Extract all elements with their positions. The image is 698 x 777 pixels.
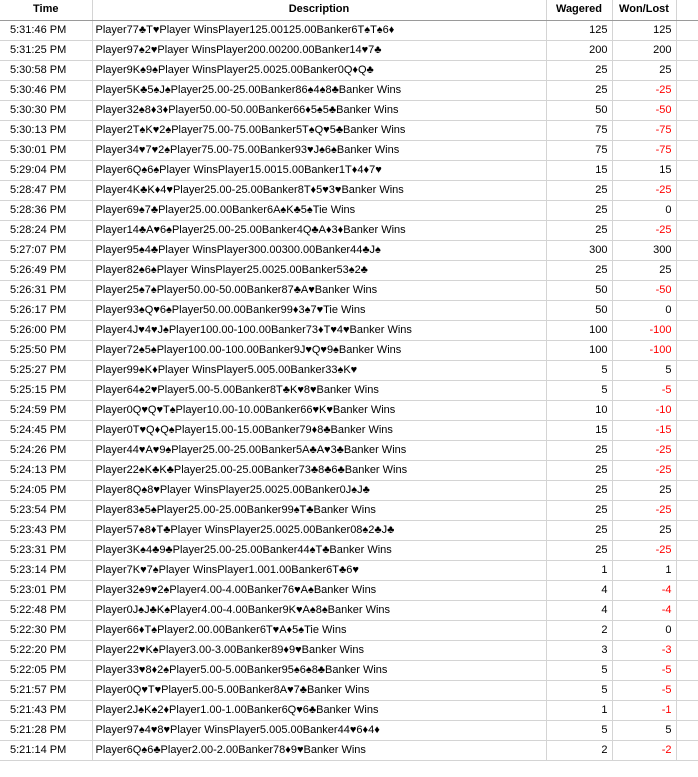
cell-wagered[interactable]: 5 — [546, 720, 612, 740]
cell-time[interactable]: 5:26:17 PM — [0, 300, 92, 320]
cell-description[interactable]: Player4K♣K♦4♥Player25.00-25.00Banker8T♦5♥3♥Banker Wins — [92, 180, 546, 200]
cell-description[interactable]: Player4J♥4♥J♠Player100.00-100.00Banker73♦T♥4♥Banker Wins — [92, 320, 546, 340]
cell-empty[interactable] — [676, 700, 698, 720]
cell-wagered[interactable]: 2 — [546, 620, 612, 640]
table-row — [0, 300, 698, 320]
cell-wagered[interactable]: 5 — [546, 660, 612, 680]
cell-time[interactable]: 5:22:30 PM — [0, 620, 92, 640]
cell-wagered[interactable]: 15 — [546, 160, 612, 180]
cell-won-lost[interactable]: -5 — [612, 380, 676, 400]
cell-wagered[interactable]: 50 — [546, 100, 612, 120]
cell-description[interactable]: Player33♥8♦2♠Player5.00-5.00Banker95♠6♠8♣Banker Wins — [92, 660, 546, 680]
table-row — [0, 460, 698, 480]
cell-wagered[interactable]: 25 — [546, 180, 612, 200]
header-time[interactable]: Time — [0, 0, 92, 20]
cell-time[interactable]: 5:21:28 PM — [0, 720, 92, 740]
table-row — [0, 520, 698, 540]
cell-time[interactable]: 5:31:46 PM — [0, 20, 92, 40]
cell-description[interactable]: Player6Q♠6♠Player WinsPlayer15.0015.00Banker1T♦4♦7♥ — [92, 160, 546, 180]
cell-won-lost[interactable]: 5 — [612, 720, 676, 740]
cell-time[interactable]: 5:23:31 PM — [0, 540, 92, 560]
cell-time[interactable]: 5:29:04 PM — [0, 160, 92, 180]
cell-wagered[interactable]: 1 — [546, 700, 612, 720]
table-row — [0, 320, 698, 340]
cell-empty[interactable] — [676, 100, 698, 120]
cell-time[interactable]: 5:28:24 PM — [0, 220, 92, 240]
table-row — [0, 560, 698, 580]
cell-description[interactable]: Player72♠5♠Player100.00-100.00Banker9J♥Q♥9♠Banker Wins — [92, 340, 546, 360]
cell-empty[interactable] — [676, 600, 698, 620]
cell-empty[interactable] — [676, 140, 698, 160]
header-description[interactable]: Description — [92, 0, 546, 20]
cell-empty[interactable] — [676, 80, 698, 100]
cell-won-lost[interactable]: -1 — [612, 700, 676, 720]
table-row — [0, 400, 698, 420]
cell-time[interactable]: 5:23:14 PM — [0, 560, 92, 580]
cell-won-lost[interactable]: -50 — [612, 100, 676, 120]
cell-empty[interactable] — [676, 500, 698, 520]
cell-wagered[interactable]: 50 — [546, 280, 612, 300]
cell-won-lost[interactable]: 125 — [612, 20, 676, 40]
cell-description[interactable]: Player6Q♠6♣Player2.00-2.00Banker78♦9♥Banker Wins — [92, 740, 546, 760]
cell-time[interactable]: 5:22:05 PM — [0, 660, 92, 680]
table-row — [0, 160, 698, 180]
cell-time[interactable]: 5:23:43 PM — [0, 520, 92, 540]
table-row — [0, 280, 698, 300]
cell-time[interactable]: 5:24:26 PM — [0, 440, 92, 460]
cell-wagered[interactable]: 25 — [546, 480, 612, 500]
cell-won-lost[interactable]: -15 — [612, 420, 676, 440]
cell-description[interactable]: Player9K♠9♠Player WinsPlayer25.0025.00Banker0Q♦Q♣ — [92, 60, 546, 80]
cell-empty[interactable] — [676, 720, 698, 740]
cell-won-lost[interactable]: -25 — [612, 540, 676, 560]
cell-won-lost[interactable]: -5 — [612, 660, 676, 680]
cell-time[interactable]: 5:26:00 PM — [0, 320, 92, 340]
table-row — [0, 500, 698, 520]
cell-empty[interactable] — [676, 180, 698, 200]
cell-won-lost[interactable]: -10 — [612, 400, 676, 420]
cell-time[interactable]: 5:25:50 PM — [0, 340, 92, 360]
cell-time[interactable]: 5:25:27 PM — [0, 360, 92, 380]
cell-wagered[interactable]: 25 — [546, 520, 612, 540]
cell-empty[interactable] — [676, 520, 698, 540]
cell-empty[interactable] — [676, 420, 698, 440]
table-row — [0, 580, 698, 600]
cell-time[interactable]: 5:25:15 PM — [0, 380, 92, 400]
cell-description[interactable]: Player2T♠K♥2♠Player75.00-75.00Banker5T♠Q♥5♣Banker Wins — [92, 120, 546, 140]
cell-won-lost[interactable]: 25 — [612, 60, 676, 80]
table-row — [0, 20, 698, 40]
cell-time[interactable]: 5:30:30 PM — [0, 100, 92, 120]
cell-time[interactable]: 5:21:14 PM — [0, 740, 92, 760]
table-row — [0, 360, 698, 380]
cell-description[interactable]: Player2J♠K♠2♦Player1.00-1.00Banker6Q♥6♣Banker Wins — [92, 700, 546, 720]
cell-empty[interactable] — [676, 360, 698, 380]
cell-description[interactable]: Player44♥A♥9♠Player25.00-25.00Banker5A♣A♥3♣Banker Wins — [92, 440, 546, 460]
cell-wagered[interactable]: 10 — [546, 400, 612, 420]
cell-empty[interactable] — [676, 300, 698, 320]
table-row — [0, 620, 698, 640]
cell-time[interactable]: 5:27:07 PM — [0, 240, 92, 260]
table-row — [0, 220, 698, 240]
cell-empty[interactable] — [676, 400, 698, 420]
cell-won-lost[interactable]: 1 — [612, 560, 676, 580]
header-row — [0, 0, 698, 20]
cell-description[interactable]: Player66♦T♠Player2.00.00Banker6T♥A♦5♠Tie Wins — [92, 620, 546, 640]
table-row — [0, 60, 698, 80]
cell-won-lost[interactable]: 0 — [612, 620, 676, 640]
table-row — [0, 260, 698, 280]
table-body — [0, 20, 698, 760]
cell-description[interactable]: Player95♠4♣Player WinsPlayer300.00300.00Banker44♣J♠ — [92, 240, 546, 260]
cell-empty[interactable] — [676, 580, 698, 600]
cell-wagered[interactable]: 25 — [546, 220, 612, 240]
cell-wagered[interactable]: 5 — [546, 360, 612, 380]
cell-empty[interactable] — [676, 120, 698, 140]
cell-description[interactable]: Player22♥K♠Player3.00-3.00Banker89♦9♥Banker Wins — [92, 640, 546, 660]
cell-won-lost[interactable]: -4 — [612, 600, 676, 620]
cell-empty[interactable] — [676, 380, 698, 400]
cell-won-lost[interactable]: -25 — [612, 460, 676, 480]
cell-won-lost[interactable]: -75 — [612, 120, 676, 140]
cell-wagered[interactable]: 100 — [546, 340, 612, 360]
cell-empty[interactable] — [676, 620, 698, 640]
cell-description[interactable]: Player77♣T♥Player WinsPlayer125.00125.00Banker6T♠T♠6♦ — [92, 20, 546, 40]
cell-won-lost[interactable]: 25 — [612, 480, 676, 500]
cell-wagered[interactable]: 25 — [546, 80, 612, 100]
cell-description[interactable]: Player0T♥Q♦Q♠Player15.00-15.00Banker79♦8♣Banker Wins — [92, 420, 546, 440]
cell-won-lost[interactable]: 0 — [612, 300, 676, 320]
header-empty-cell[interactable] — [676, 0, 698, 20]
cell-wagered[interactable]: 200 — [546, 40, 612, 60]
table-row — [0, 240, 698, 260]
cell-won-lost[interactable]: 200 — [612, 40, 676, 60]
cell-description[interactable]: Player25♠7♠Player50.00-50.00Banker87♣A♥Banker Wins — [92, 280, 546, 300]
cell-description[interactable]: Player32♠9♥2♠Player4.00-4.00Banker76♥A♠Banker Wins — [92, 580, 546, 600]
cell-empty[interactable] — [676, 260, 698, 280]
cell-won-lost[interactable]: -50 — [612, 280, 676, 300]
cell-description[interactable]: Player0Q♥Q♥T♠Player10.00-10.00Banker66♥K♥Banker Wins — [92, 400, 546, 420]
cell-empty[interactable] — [676, 740, 698, 760]
cell-description[interactable]: Player14♣A♥6♠Player25.00-25.00Banker4Q♣A♦3♦Banker Wins — [92, 220, 546, 240]
cell-time[interactable]: 5:21:57 PM — [0, 680, 92, 700]
cell-wagered[interactable]: 4 — [546, 580, 612, 600]
table-row — [0, 540, 698, 560]
cell-wagered[interactable]: 25 — [546, 460, 612, 480]
cell-empty[interactable] — [676, 240, 698, 260]
cell-wagered[interactable]: 75 — [546, 140, 612, 160]
cell-wagered[interactable]: 5 — [546, 680, 612, 700]
cell-wagered[interactable]: 125 — [546, 20, 612, 40]
cell-wagered[interactable]: 25 — [546, 200, 612, 220]
table-row — [0, 600, 698, 620]
table-row — [0, 200, 698, 220]
cell-won-lost[interactable]: 25 — [612, 520, 676, 540]
cell-won-lost[interactable]: -25 — [612, 440, 676, 460]
header-wagered[interactable]: Wagered — [546, 0, 612, 20]
cell-time[interactable]: 5:30:13 PM — [0, 120, 92, 140]
cell-won-lost[interactable]: -3 — [612, 640, 676, 660]
cell-description[interactable]: Player57♠8♦T♣Player WinsPlayer25.0025.00Banker08♠2♣J♣ — [92, 520, 546, 540]
cell-wagered[interactable]: 2 — [546, 740, 612, 760]
cell-empty[interactable] — [676, 560, 698, 580]
cell-empty[interactable] — [676, 340, 698, 360]
table-row — [0, 420, 698, 440]
cell-won-lost[interactable]: -5 — [612, 680, 676, 700]
cell-won-lost[interactable]: -4 — [612, 580, 676, 600]
table-row — [0, 340, 698, 360]
cell-won-lost[interactable]: -75 — [612, 140, 676, 160]
cell-wagered[interactable]: 1 — [546, 560, 612, 580]
cell-empty[interactable] — [676, 440, 698, 460]
header-won-lost[interactable]: Won/Lost — [612, 0, 676, 20]
cell-wagered[interactable]: 100 — [546, 320, 612, 340]
cell-wagered[interactable]: 25 — [546, 540, 612, 560]
cell-wagered[interactable]: 25 — [546, 500, 612, 520]
table-row — [0, 660, 698, 680]
cell-wagered[interactable]: 25 — [546, 60, 612, 80]
table-row — [0, 740, 698, 760]
cell-description[interactable]: Player69♠7♣Player25.00.00Banker6A♠K♣5♠Tie Wins — [92, 200, 546, 220]
table-row — [0, 140, 698, 160]
cell-time[interactable]: 5:30:01 PM — [0, 140, 92, 160]
cell-description[interactable]: Player97♠2♥Player WinsPlayer200.00200.00Banker14♥7♣ — [92, 40, 546, 60]
cell-time[interactable]: 5:24:13 PM — [0, 460, 92, 480]
cell-won-lost[interactable]: -2 — [612, 740, 676, 760]
cell-description[interactable]: Player97♠4♥8♥Player WinsPlayer5.005.00Banker44♥6♦4♦ — [92, 720, 546, 740]
cell-won-lost[interactable]: -25 — [612, 220, 676, 240]
cell-wagered[interactable]: 25 — [546, 260, 612, 280]
cell-won-lost[interactable]: 5 — [612, 360, 676, 380]
cell-description[interactable]: Player5K♣5♠J♠Player25.00-25.00Banker86♠4♠8♣Banker Wins — [92, 80, 546, 100]
table-row — [0, 100, 698, 120]
cell-time[interactable]: 5:28:47 PM — [0, 180, 92, 200]
cell-description[interactable]: Player0Q♥T♥Player5.00-5.00Banker8A♥7♣Banker Wins — [92, 680, 546, 700]
table-row — [0, 640, 698, 660]
cell-won-lost[interactable]: -25 — [612, 80, 676, 100]
cell-won-lost[interactable]: 0 — [612, 200, 676, 220]
cell-empty[interactable] — [676, 680, 698, 700]
cell-empty[interactable] — [676, 540, 698, 560]
cell-empty[interactable] — [676, 320, 698, 340]
cell-empty[interactable] — [676, 660, 698, 680]
cell-wagered[interactable]: 15 — [546, 420, 612, 440]
cell-description[interactable]: Player0J♠J♣K♠Player4.00-4.00Banker9K♥A♠8♠Banker Wins — [92, 600, 546, 620]
cell-time[interactable]: 5:28:36 PM — [0, 200, 92, 220]
cell-time[interactable]: 5:22:20 PM — [0, 640, 92, 660]
cell-time[interactable]: 5:26:31 PM — [0, 280, 92, 300]
table-row — [0, 440, 698, 460]
cell-won-lost[interactable]: 300 — [612, 240, 676, 260]
cell-empty[interactable] — [676, 60, 698, 80]
table-row — [0, 720, 698, 740]
cell-description[interactable]: Player3K♠4♣9♣Player25.00-25.00Banker44♠T♣Banker Wins — [92, 540, 546, 560]
cell-time[interactable]: 5:21:43 PM — [0, 700, 92, 720]
cell-won-lost[interactable]: -25 — [612, 180, 676, 200]
cell-wagered[interactable]: 75 — [546, 120, 612, 140]
cell-time[interactable]: 5:24:05 PM — [0, 480, 92, 500]
table-row — [0, 380, 698, 400]
table-row — [0, 120, 698, 140]
cell-time[interactable]: 5:30:58 PM — [0, 60, 92, 80]
cell-wagered[interactable]: 3 — [546, 640, 612, 660]
cell-time[interactable]: 5:30:46 PM — [0, 80, 92, 100]
cell-empty[interactable] — [676, 640, 698, 660]
cell-empty[interactable] — [676, 40, 698, 60]
cell-empty[interactable] — [676, 160, 698, 180]
cell-description[interactable]: Player22♠K♣K♣Player25.00-25.00Banker73♣8♣6♣Banker Wins — [92, 460, 546, 480]
cell-won-lost[interactable]: 25 — [612, 260, 676, 280]
cell-wagered[interactable]: 25 — [546, 440, 612, 460]
cell-description[interactable]: Player82♠6♠Player WinsPlayer25.0025.00Banker53♠2♣ — [92, 260, 546, 280]
cell-won-lost[interactable]: -100 — [612, 320, 676, 340]
table-row — [0, 180, 698, 200]
cell-empty[interactable] — [676, 20, 698, 40]
cell-empty[interactable] — [676, 460, 698, 480]
table-row — [0, 700, 698, 720]
cell-time[interactable]: 5:24:45 PM — [0, 420, 92, 440]
cell-description[interactable]: Player99♠K♦Player WinsPlayer5.005.00Banker33♠K♥ — [92, 360, 546, 380]
cell-time[interactable]: 5:23:54 PM — [0, 500, 92, 520]
table-row — [0, 480, 698, 500]
cell-won-lost[interactable]: -25 — [612, 500, 676, 520]
cell-empty[interactable] — [676, 480, 698, 500]
cell-time[interactable]: 5:24:59 PM — [0, 400, 92, 420]
cell-empty[interactable] — [676, 200, 698, 220]
cell-time[interactable]: 5:22:48 PM — [0, 600, 92, 620]
cell-description[interactable]: Player64♠2♥Player5.00-5.00Banker8T♣K♥8♥Banker Wins — [92, 380, 546, 400]
cell-wagered[interactable]: 300 — [546, 240, 612, 260]
table-row — [0, 40, 698, 60]
cell-description[interactable]: Player83♠5♠Player25.00-25.00Banker99♠T♣Banker Wins — [92, 500, 546, 520]
cell-won-lost[interactable]: 15 — [612, 160, 676, 180]
cell-wagered[interactable]: 5 — [546, 380, 612, 400]
cell-description[interactable]: Player8Q♠8♥Player WinsPlayer25.0025.00Banker0J♠J♣ — [92, 480, 546, 500]
cell-won-lost[interactable]: -100 — [612, 340, 676, 360]
cell-time[interactable]: 5:23:01 PM — [0, 580, 92, 600]
cell-description[interactable]: Player7K♥7♠Player WinsPlayer1.001.00Banker6T♣6♥ — [92, 560, 546, 580]
table-row — [0, 680, 698, 700]
cell-description[interactable]: Player32♠8♦3♦Player50.00-50.00Banker66♦5♠5♣Banker Wins — [92, 100, 546, 120]
cell-description[interactable]: Player34♥7♥2♠Player75.00-75.00Banker93♥J♠6♠Banker Wins — [92, 140, 546, 160]
cell-wagered[interactable]: 4 — [546, 600, 612, 620]
cell-time[interactable]: 5:31:25 PM — [0, 40, 92, 60]
table-row — [0, 80, 698, 100]
cell-wagered[interactable]: 50 — [546, 300, 612, 320]
cell-empty[interactable] — [676, 220, 698, 240]
cell-description[interactable]: Player93♠Q♥6♠Player50.00.00Banker99♦3♠7♥Tie Wins — [92, 300, 546, 320]
cell-empty[interactable] — [676, 280, 698, 300]
cell-time[interactable]: 5:26:49 PM — [0, 260, 92, 280]
